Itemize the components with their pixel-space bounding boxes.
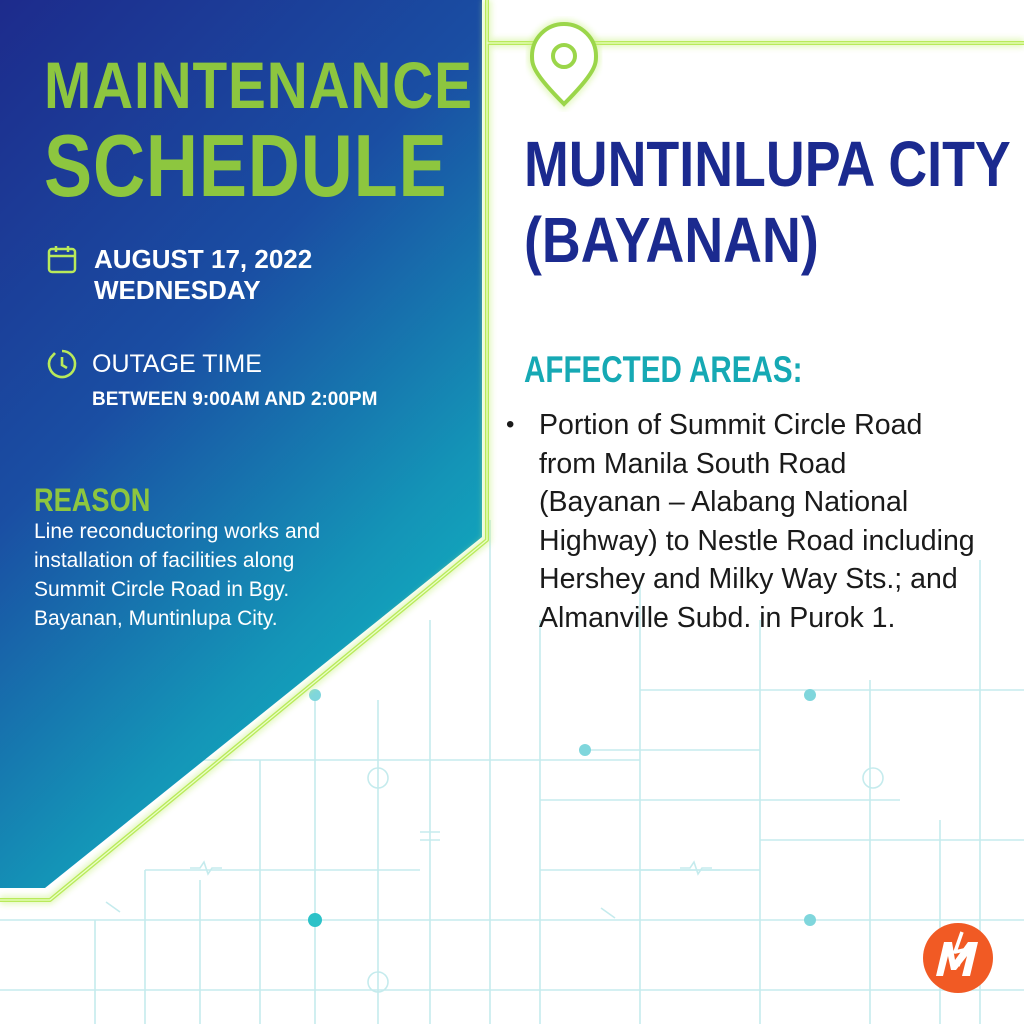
schedule-date	[46, 244, 312, 306]
outage-time-value: BETWEEN 9:00AM AND 2:00PM	[92, 389, 378, 410]
date-value: AUGUST 17, 2022	[94, 244, 313, 274]
reason-heading: REASON	[34, 482, 151, 518]
bullet: •	[506, 411, 515, 438]
city-line-1: MUNTINLUPA CITY	[524, 128, 1011, 200]
city-line-2: (BAYANAN)	[524, 204, 819, 276]
page-title	[44, 48, 543, 215]
title-line-2: SCHEDULE	[44, 116, 448, 215]
meralco-logo-icon	[922, 922, 994, 999]
city-name	[524, 126, 1011, 278]
calendar-icon	[46, 244, 78, 281]
outage-time	[46, 347, 377, 413]
clock-icon	[46, 347, 78, 386]
list-item	[506, 406, 976, 637]
title-line-1: MAINTENANCE	[44, 48, 473, 122]
reason-text: Line reconductoring works and installation of facilities along Summit Circle Road in Bgy. Bayanan, Muntinlupa City.	[34, 520, 321, 630]
affected-areas-list	[506, 406, 976, 637]
circuit-nodes	[308, 689, 816, 927]
day-value: WEDNESDAY	[94, 275, 261, 305]
affected-area-text: Portion of Summit Circle Road from Manila South Road (Bayanan – Alabang National Highway) to Nestle Road including Hershey and Milky Way Sts.; and Almanville Subd. in Purok 1.	[539, 409, 975, 634]
outage-time-label: OUTAGE TIME	[92, 350, 262, 378]
affected-areas-heading: AFFECTED AREAS:	[524, 349, 803, 390]
